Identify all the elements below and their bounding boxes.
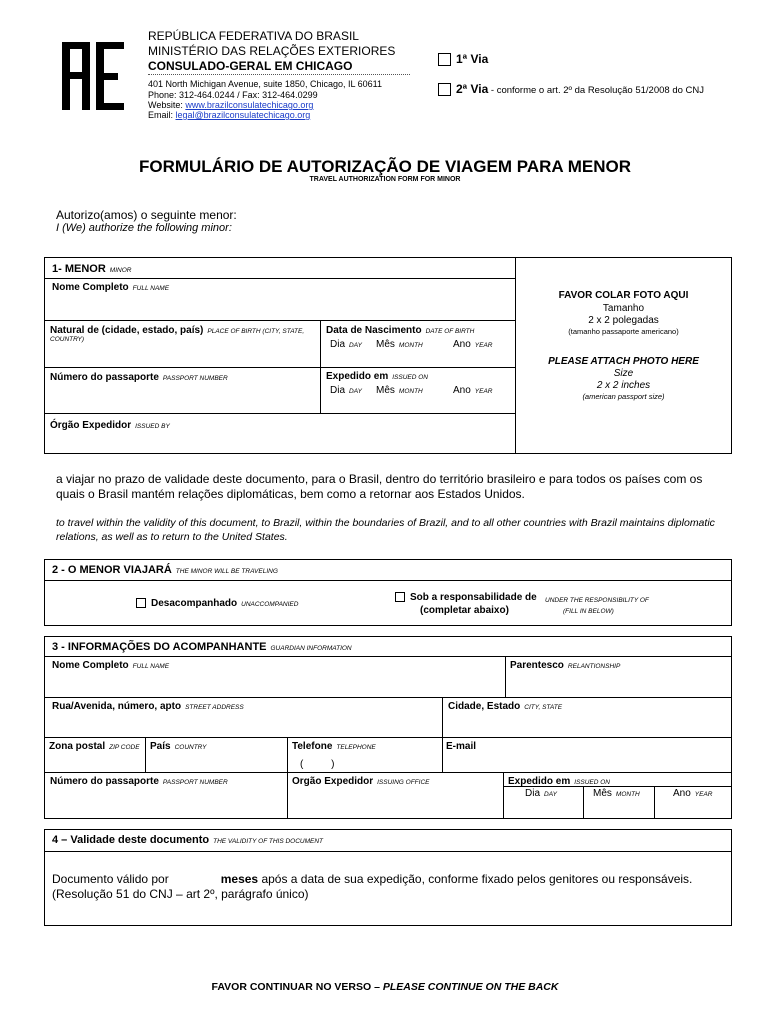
- validity-note: (Resolução 51 do CNJ – art 2º, parágrafo único): [52, 887, 309, 901]
- minor-issued-year[interactable]: Ano YEAR: [453, 385, 493, 396]
- unaccompanied-option[interactable]: Desacompanhado UNACCOMPANIED: [136, 598, 298, 609]
- minor-issued-on-label[interactable]: Expedido em ISSUED ON: [326, 371, 429, 382]
- minor-issued-month[interactable]: Mês MONTH: [376, 385, 423, 396]
- photo-en2: Size: [613, 368, 634, 379]
- minor-dob-month[interactable]: Mês MONTH: [376, 339, 423, 350]
- photo-pt1: FAVOR COLAR FOTO AQUI: [558, 290, 689, 301]
- section2-title: 2 - O MENOR VIAJARÁ THE MINOR WILL BE TRAVELING: [52, 564, 278, 576]
- validity-text: Documento válido por meses após a data de sua expedição, conforme fixado pelos genitores ou responsáveis.: [52, 872, 693, 886]
- guardian-full-name-label[interactable]: Nome Completo FULL NAME: [52, 660, 170, 671]
- photo-pt3: 2 x 2 polegadas: [588, 315, 659, 326]
- minor-birthplace-label[interactable]: Natural de (cidade, estado, país) PLACE OF BIRTH (CITY, STATE,: [50, 325, 305, 336]
- header-email: Email: legal@brazilconsulatechicago.org: [148, 110, 311, 120]
- guardian-country-label[interactable]: País COUNTRY: [150, 741, 207, 752]
- minor-passport-label[interactable]: Número do passaporte PASSPORT NUMBER: [50, 372, 228, 383]
- header-line3: CONSULADO-GERAL EM CHICAGO: [148, 59, 353, 73]
- photo-pt4: (tamanho passaporte americano): [568, 327, 679, 336]
- intro-pt: Autorizo(amos) o seguinte menor:: [56, 208, 237, 222]
- unaccompanied-checkbox[interactable]: [136, 598, 146, 608]
- minor-dob-day[interactable]: Dia DAY: [330, 339, 362, 350]
- form-subtitle: TRAVEL AUTHORIZATION FORM FOR MINOR: [309, 176, 461, 183]
- guardian-phone-paren: ( ): [300, 759, 335, 770]
- photo-pt2: Tamanho: [602, 303, 645, 314]
- guardian-issued-day[interactable]: Dia DAY: [525, 788, 557, 799]
- guardian-passport-label[interactable]: Número do passaporte PASSPORT NUMBER: [50, 776, 228, 787]
- email-link[interactable]: legal@brazilconsulatechicago.org: [175, 110, 311, 120]
- guardian-city-label[interactable]: Cidade, Estado CITY, STATE: [448, 701, 563, 712]
- guardian-zip-label[interactable]: Zona postal ZIP CODE: [49, 741, 140, 752]
- header-line1: REPÚBLICA FEDERATIVA DO BRASIL: [148, 29, 359, 43]
- minor-dob-year[interactable]: Ano YEAR: [453, 339, 493, 350]
- photo-area[interactable]: [516, 290, 731, 401]
- guardian-relationship-label[interactable]: Parentesco RELANTIONSHIP: [510, 660, 621, 671]
- guardian-issued-month[interactable]: Mês MONTH: [593, 788, 640, 799]
- intro-en: I (We) authorize the following minor:: [56, 222, 232, 234]
- via2-checkbox[interactable]: [438, 83, 451, 96]
- guardian-street-label[interactable]: Rua/Avenida, número, apto STREET ADDRESS: [52, 701, 244, 712]
- responsibility-checkbox[interactable]: [395, 592, 405, 602]
- fill-below: (completar abaixo): [420, 605, 509, 616]
- section3-title: 3 - INFORMAÇÕES DO ACOMPANHANTE GUARDIAN INFORMATION: [52, 641, 352, 653]
- footer-note: FAVOR CONTINUAR NO VERSO – PLEASE CONTINUE ON THE BACK: [211, 981, 559, 993]
- travel-text-pt: a viajar no prazo de validade deste documento, para o Brasil, dentro do território brasileiro e para todos os países com os quais o Brasil mantém relações diplomáticas, bem como a retornar aos Estados Unidos.: [56, 472, 703, 501]
- photo-en1: PLEASE ATTACH PHOTO HERE: [548, 356, 699, 367]
- fill-below-en: (FILL IN BELOW): [563, 608, 614, 615]
- header-divider: [148, 74, 410, 75]
- minor-dob-label[interactable]: Data de Nascimento DATE OF BIRTH: [326, 325, 475, 336]
- header-line2: MINISTÉRIO DAS RELAÇÕES EXTERIORES: [148, 44, 396, 58]
- form-title: FORMULÁRIO DE AUTORIZAÇÃO DE VIAGEM PARA MENOR: [138, 157, 632, 176]
- header-phone: Phone: 312-464.0244 / Fax: 312-464.0299: [148, 90, 318, 100]
- minor-birthplace-label-en2: COUNTRY): [50, 336, 85, 343]
- via1-option[interactable]: 1ª Via: [438, 52, 488, 66]
- header-address: 401 North Michigan Avenue, suite 1850, Chicago, IL 60611: [148, 79, 382, 89]
- responsibility-option[interactable]: Sob a responsabilidade de: [395, 592, 537, 603]
- responsibility-en: UNDER THE RESPONSIBILITY OF: [545, 597, 649, 604]
- travel-text-en: to travel within the validity of this document, to Brazil, within the boundaries of Brazil, and to all other countries with Brazil maintains diplomatic relations, as well as to return to the United States.: [56, 517, 715, 543]
- guardian-issued-year[interactable]: Ano YEAR: [673, 788, 713, 799]
- guardian-email-label[interactable]: E-mail: [446, 741, 477, 752]
- header-website: Website: www.brazilconsulatechicago.org: [148, 100, 314, 110]
- section1-title: 1- MENOR MINOR: [52, 263, 132, 275]
- guardian-issuing-label[interactable]: Orgão Expedidor ISSUING OFFICE: [292, 776, 430, 787]
- consulate-logo: [60, 40, 126, 112]
- minor-issued-by-label[interactable]: Órgão Expedidor ISSUED BY: [50, 420, 170, 431]
- minor-issued-day[interactable]: Dia DAY: [330, 385, 362, 396]
- website-link[interactable]: www.brazilconsulatechicago.org: [185, 100, 314, 110]
- via1-checkbox[interactable]: [438, 53, 451, 66]
- photo-en4: (american passport size): [582, 392, 665, 401]
- photo-en3: 2 x 2 inches: [596, 380, 651, 391]
- minor-full-name-label[interactable]: Nome Completo FULL NAME: [52, 282, 170, 293]
- section4-title: 4 – Validade deste documento THE VALIDITY OF THIS DOCUMENT: [52, 834, 324, 846]
- guardian-issued-on-label[interactable]: Expedido em ISSUED ON: [508, 776, 611, 787]
- guardian-phone-label[interactable]: Telefone TELEPHONE: [292, 741, 376, 752]
- via2-option[interactable]: 2ª Via - conforme o art. 2º da Resolução 51/2008 do CNJ: [438, 82, 704, 96]
